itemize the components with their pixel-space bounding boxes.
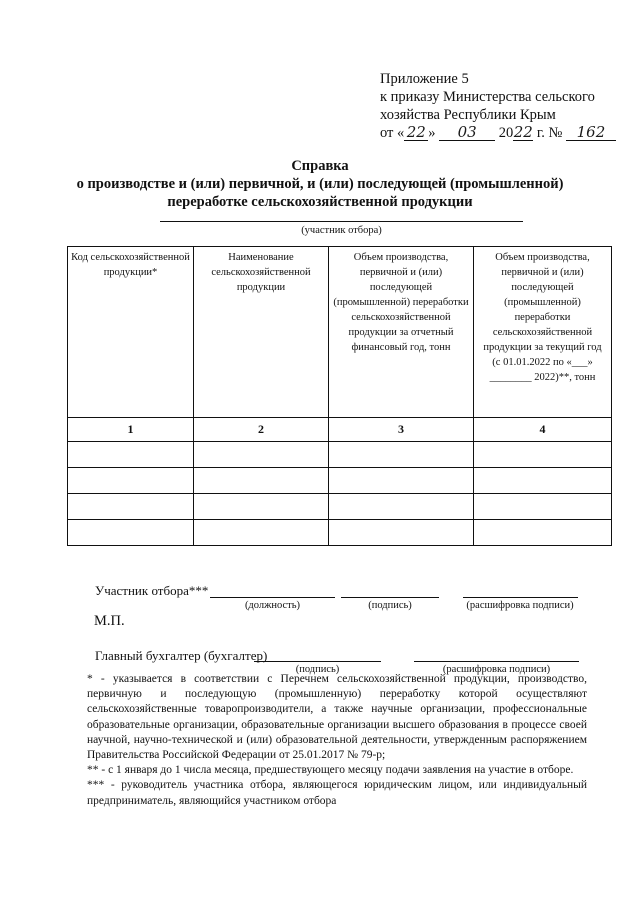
production-table	[67, 246, 612, 546]
table-cell[interactable]	[68, 494, 194, 520]
footnote-1: * - указывается в соответствии с Перечнем сельскохозяйственной продукции, производство, первичную и последующую (промышленную) переработку которой осуществляют сельскохозяйственные товаропроизводители, а также научные организации, профессиональные образовательные организации, образовательные организации высшего образования в процессе своей научной, научно-технической и (или) образовательной деятельности, утвержденным распоряжением Правительства Российской Федерации от 25.01.2017 № 79-р;	[87, 673, 587, 762]
participant-signature-label: Участник отбора***	[95, 583, 209, 598]
title-line-3: переработке сельскохозяйственной продукции	[167, 194, 473, 210]
appendix-title: Приложение 5	[380, 71, 469, 87]
participant-caption: (участник отбора)	[301, 225, 382, 236]
appendix-ministry-line: хозяйства Республики Крым	[380, 107, 556, 123]
table-cell[interactable]	[68, 468, 194, 494]
table-cell[interactable]	[68, 442, 194, 468]
title-line-1: Справка	[291, 158, 349, 174]
footnote-3: *** - руководитель участника отбора, являющегося юридическим лицом, или индивидуальный предприниматель, являющийся участником отбора	[87, 779, 587, 807]
table-cell[interactable]	[194, 468, 329, 494]
order-number-field[interactable]: 162	[566, 125, 616, 141]
header-code: Код сельскохозяйственной продукции*	[68, 247, 194, 418]
accountant-transcript-field[interactable]	[414, 661, 579, 662]
table-header-row	[68, 247, 612, 418]
accountant-signature-field[interactable]	[254, 661, 381, 662]
table-cell[interactable]	[194, 442, 329, 468]
table-cell[interactable]	[474, 520, 612, 546]
table-cell[interactable]	[194, 494, 329, 520]
participant-name-field[interactable]	[160, 221, 523, 222]
date-month-field[interactable]: 03	[439, 125, 495, 141]
table-row	[68, 442, 612, 468]
table-cell[interactable]	[474, 442, 612, 468]
title-line-2: о производстве и (или) первичной, и (или) последующей (промышленной)	[76, 176, 564, 192]
table-number-row	[68, 418, 612, 442]
table-cell[interactable]	[474, 494, 612, 520]
document-title	[40, 157, 600, 211]
date-day-field[interactable]: 22	[404, 125, 428, 141]
accountant-transcript-caption: (расшифровка подписи)	[442, 664, 551, 675]
table-cell[interactable]	[329, 468, 474, 494]
table-cell[interactable]	[68, 520, 194, 546]
table-row	[68, 494, 612, 520]
table-cell[interactable]	[329, 494, 474, 520]
column-number: 4	[474, 418, 612, 442]
header-name: Наименование сельскохозяйственной продукции	[194, 247, 329, 418]
table-cell[interactable]	[474, 468, 612, 494]
table-cell[interactable]	[329, 520, 474, 546]
table-cell[interactable]	[329, 442, 474, 468]
appendix-order-line: к приказу Министерства сельского	[380, 89, 595, 105]
date-year-field[interactable]: 22	[513, 123, 533, 141]
accountant-signature-caption: (подпись)	[295, 664, 340, 675]
table-cell[interactable]	[194, 520, 329, 546]
column-number: 1	[68, 418, 194, 442]
header-volume-current-year: Объем производства, первичной и (или) последующей (промышленной) переработки сельскохозяйственной продукции за текущий год (с 01.01.2022 по «___» ________ 2022)**, тонн	[474, 247, 612, 418]
column-number: 2	[194, 418, 329, 442]
table-row	[68, 468, 612, 494]
appendix-date-line: от « 22 » 03 2022 г. № 162	[380, 124, 616, 142]
footnote-2: ** - с 1 января до 1 числа месяца, предшествующего месяцу подачи заявления на участие в отборе.	[87, 764, 574, 777]
appendix-header	[380, 70, 616, 142]
signature-caption: (подпись)	[368, 600, 412, 611]
position-field[interactable]	[210, 597, 335, 598]
signature-field[interactable]	[341, 597, 439, 598]
transcript-caption: (расшифровка подписи)	[466, 600, 574, 611]
transcript-field[interactable]	[463, 597, 578, 598]
position-caption: (должность)	[244, 600, 301, 611]
header-volume-reporting-year: Объем производства, первичной и (или) последующей (промышленной) переработки сельскохозяйственной продукции за отчетный финансовый год, тонн	[329, 247, 474, 418]
footnotes	[87, 672, 587, 809]
column-number: 3	[329, 418, 474, 442]
stamp-label: М.П.	[94, 613, 125, 629]
accountant-label: Главный бухгалтер (бухгалтер)	[95, 648, 268, 663]
table-row	[68, 520, 612, 546]
